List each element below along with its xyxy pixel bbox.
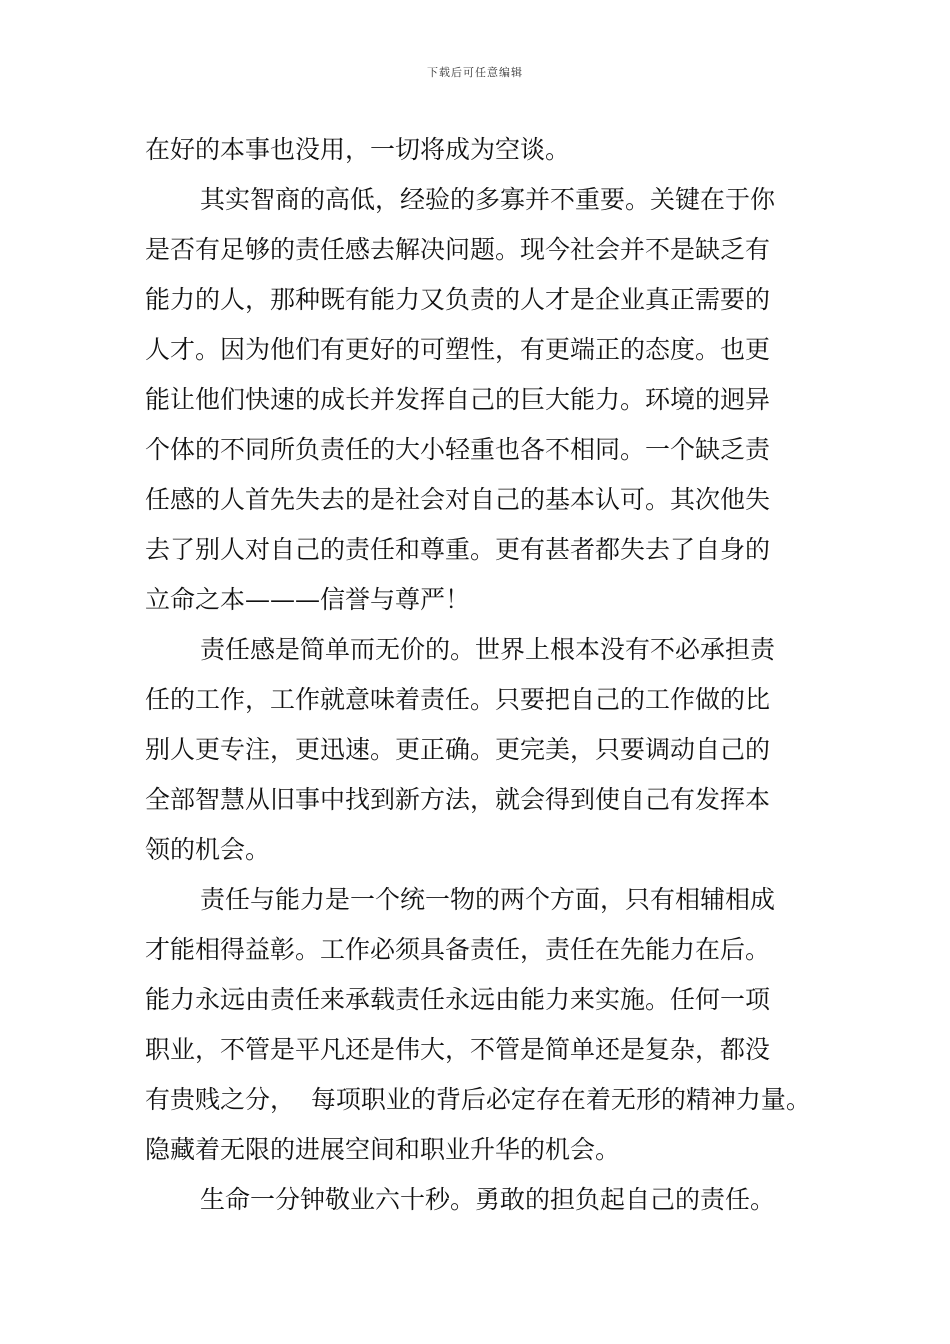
text-line: 立命之本———信誉与尊严！ <box>145 585 471 614</box>
text-line: 人才。因为他们有更好的可塑性，有更端正的态度。也更 <box>145 335 771 364</box>
text-line: 任的工作，工作就意味着责任。只要把自己的工作做的比 <box>145 685 771 714</box>
text-line: 能力永远由责任来承载责任永远由能力来实施。任何一项 <box>145 985 771 1014</box>
text-line: 能让他们快速的成长并发挥自己的巨大能力。环境的迥异 <box>145 385 771 414</box>
text-line: 能力的人，那种既有能力又负责的人才是企业真正需要的 <box>145 285 771 314</box>
text-line: 隐藏着无限的进展空间和职业升华的机会。 <box>145 1135 621 1164</box>
text-line: 责任与能力是一个统一物的两个方面，只有相辅相成 <box>200 885 776 914</box>
text-line: 责任感是简单而无价的。世界上根本没有不必承担责 <box>200 635 776 664</box>
text-line: 才能相得益彰。工作必须具备责任，责任在先能力在后。 <box>145 935 771 964</box>
text-line: 个体的不同所负责任的大小轻重也各不相同。一个缺乏责 <box>145 435 771 464</box>
page-header-note: 下载后可任意编辑 <box>427 66 523 79</box>
text-line: 在好的本事也没用，一切将成为空谈。 <box>145 135 571 164</box>
text-line: 生命一分钟敬业六十秒。勇敢的担负起自己的责任。 <box>200 1185 776 1214</box>
text-line: 领的机会。 <box>145 835 271 864</box>
text-line: 有贵贱之分， 每项职业的背后必定存在着无形的精神力量。 <box>145 1085 811 1114</box>
text-line: 其实智商的高低，经验的多寡并不重要。关键在于你 <box>200 185 776 214</box>
text-line: 是否有足够的责任感去解决问题。现今社会并不是缺乏有 <box>145 235 771 264</box>
text-line: 职业，不管是平凡还是伟大，不管是简单还是复杂，都没 <box>145 1035 771 1064</box>
text-line: 去了别人对自己的责任和尊重。更有甚者都失去了自身的 <box>145 535 771 564</box>
text-line: 别人更专注，更迅速。更正确。更完美，只要调动自己的 <box>145 735 771 764</box>
text-line: 全部智慧从旧事中找到新方法，就会得到使自己有发挥本 <box>145 785 771 814</box>
document-body <box>145 125 825 1225</box>
text-line: 任感的人首先失去的是社会对自己的基本认可。其次他失 <box>145 485 771 514</box>
